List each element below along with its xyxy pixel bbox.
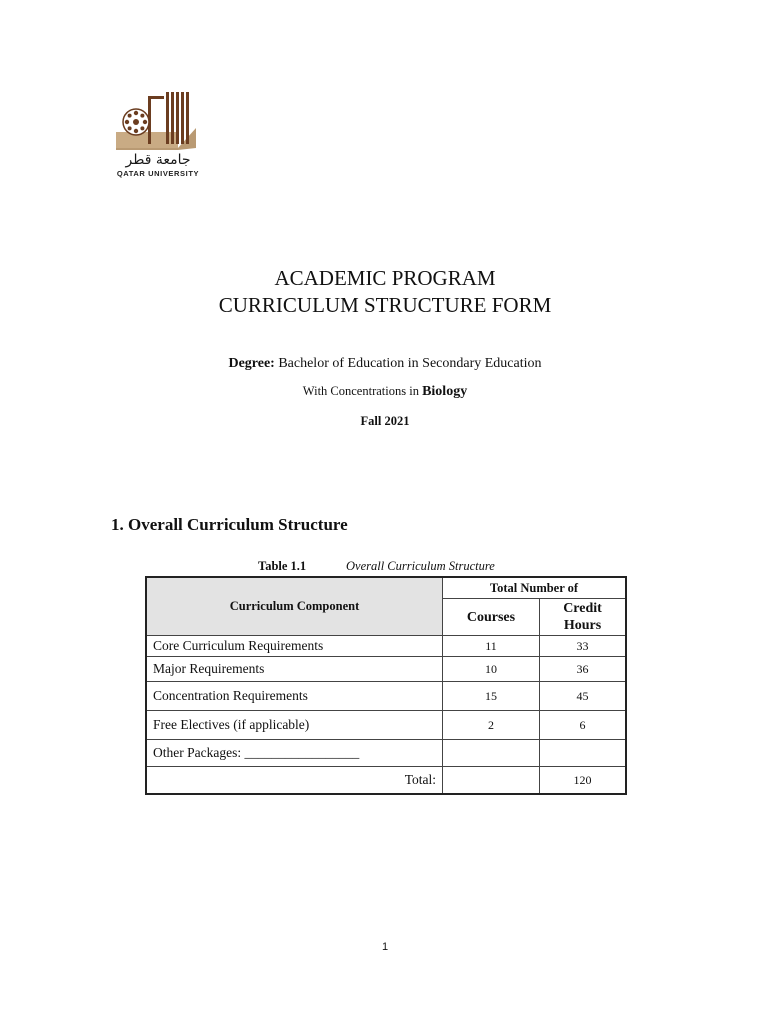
concentration-prefix: With Concentrations in xyxy=(302,384,419,398)
row-credits xyxy=(540,740,627,767)
table-row xyxy=(146,711,626,740)
row-component: Other Packages: _________________ xyxy=(146,740,443,767)
row-courses: 11 xyxy=(443,636,540,657)
degree-line xyxy=(0,356,770,372)
row-credits: 36 xyxy=(540,657,627,682)
row-credits: 45 xyxy=(540,682,627,711)
total-label: Total: xyxy=(146,767,443,795)
table-total-row xyxy=(146,767,626,795)
credit-header-line2: Hours xyxy=(563,618,602,633)
curriculum-structure-table xyxy=(145,576,627,795)
row-credits: 6 xyxy=(540,711,627,740)
logo-arabic-name: جامعة قطر xyxy=(125,152,191,168)
table-row xyxy=(146,740,626,767)
table-caption-title: Overall Curriculum Structure xyxy=(346,559,495,573)
concentration-value: Biology xyxy=(422,384,468,399)
table-row xyxy=(146,636,626,657)
row-component: Core Curriculum Requirements xyxy=(146,636,443,657)
credit-header-line1: Credit xyxy=(563,601,602,616)
row-component: Concentration Requirements xyxy=(146,682,443,711)
degree-label: Degree: xyxy=(228,356,275,371)
section-heading: 1. Overall Curriculum Structure xyxy=(111,515,348,534)
row-component: Major Requirements xyxy=(146,657,443,682)
concentration-line xyxy=(0,384,770,400)
row-component: Free Electives (if applicable) xyxy=(146,711,443,740)
row-courses xyxy=(443,740,540,767)
degree-value: Bachelor of Education in Secondary Education xyxy=(278,356,542,371)
total-courses xyxy=(443,767,540,795)
table-row xyxy=(146,657,626,682)
component-header: Curriculum Component xyxy=(146,577,443,636)
term: Fall 2021 xyxy=(360,414,410,428)
logo-english-name: QATAR UNIVERSITY xyxy=(116,169,200,178)
table-row xyxy=(146,682,626,711)
row-courses: 15 xyxy=(443,682,540,711)
page-number: 1 xyxy=(381,941,389,953)
table-header-row xyxy=(146,577,626,599)
total-credits: 120 xyxy=(540,767,627,795)
row-courses: 10 xyxy=(443,657,540,682)
form-title-line2: CURRICULUM STRUCTURE FORM xyxy=(218,293,552,317)
total-number-header: Total Number of xyxy=(443,577,627,599)
form-title-line1: ACADEMIC PROGRAM xyxy=(274,266,496,290)
row-courses: 2 xyxy=(443,711,540,740)
row-credits: 33 xyxy=(540,636,627,657)
credit-hours-header xyxy=(540,599,627,636)
table-caption-label: Table 1.1 xyxy=(258,559,307,573)
courses-header: Courses xyxy=(443,599,540,636)
